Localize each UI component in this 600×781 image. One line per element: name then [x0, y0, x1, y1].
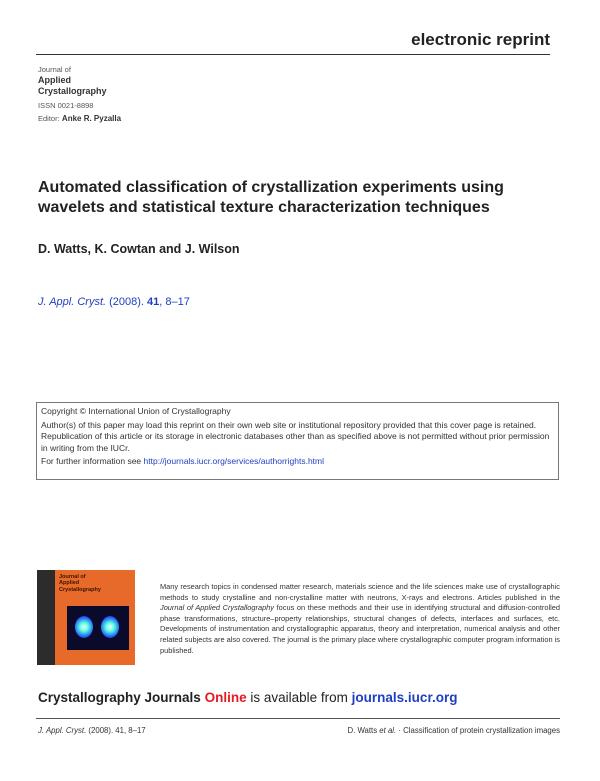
footer-etal: et al. [379, 726, 397, 735]
description-part2: focus on these methods and their use in identifying structural and diffusion-controlled phase transformations, structure–property relationships, structural changes of defects, interfaces and surfaces, etc. Developments of instrumentation and crystallographic apparatus, theory and interpretation, numerical analysis and other related subjects are also covered. The journal is the primary place where crystallographic computer program information is published. [160, 603, 560, 655]
citation-year: (2008). [109, 296, 144, 308]
description-journal-italic: Journal of Applied Crystallography [160, 603, 274, 613]
footer-journal: J. Appl. Cryst. [38, 726, 87, 735]
cover-diffraction-picture [67, 606, 129, 650]
editor-label: Editor: [38, 114, 60, 123]
diffraction-blob-left [75, 616, 93, 638]
citation-journal: J. Appl. Cryst. [38, 296, 107, 308]
journal-cover-image [37, 570, 135, 665]
diffraction-blob-right [101, 616, 119, 638]
journal-of-label: Journal of [38, 65, 71, 74]
further-info-label: For further information see [41, 456, 142, 467]
footer-volume-pages: (2008). 41, 8–17 [88, 726, 146, 735]
footer-author: D. Watts [347, 726, 378, 735]
journal-block [38, 64, 121, 124]
footer-short-title: · Classification of protein crystallization images [398, 726, 560, 735]
further-info-line [41, 456, 554, 468]
issn-text: ISSN 0021-8898 [38, 101, 94, 110]
cover-title [59, 574, 101, 593]
electronic-reprint-label: electronic reprint [411, 30, 550, 49]
article-citation[interactable] [38, 296, 190, 308]
header-rule [36, 54, 550, 55]
footer-rule [36, 718, 560, 719]
cover-line1: Journal of [59, 574, 86, 580]
copyright-box [36, 402, 559, 480]
article-title: Automated classification of crystallization experiments using wavelets and statistical texture characterization techniques [38, 179, 504, 216]
online-promo [38, 690, 457, 705]
journal-description [160, 582, 560, 656]
promo-middle: is available from [250, 690, 348, 705]
journal-name-line1: Applied [38, 75, 71, 85]
journal-name-line2: Crystallography [38, 86, 107, 96]
editor-name: Anke R. Pyzalla [61, 114, 122, 123]
cover-spine [37, 570, 55, 665]
footer-citation [38, 726, 146, 735]
copyright-permission: Author(s) of this paper may load this reprint on their own web site or institutional repository provided that this cover page is retained. Republication of this article or its storage in electronic databases other than as specified above is not permitted without prior permission in writing from the IUCr. [41, 419, 550, 453]
promo-prefix: Crystallography Journals [38, 690, 201, 705]
citation-volume: 41 [147, 296, 160, 308]
copyright-line: Copyright © International Union of Crystallography [41, 406, 231, 416]
cover-line3: Crystallography [59, 586, 101, 593]
cover-line2: Applied [59, 580, 80, 587]
footer-running-title [348, 726, 561, 735]
editor-line [38, 113, 121, 124]
description-part1: Many research topics in condensed matter research, materials science and the life sciences make use of crystallographic methods to study crystalline and non-crystalline matter with neutrons, X-rays and electrons. Articles published in the [160, 582, 560, 602]
citation-pages: , 8–17 [159, 296, 190, 308]
author-rights-link[interactable]: http://journals.iucr.org/services/authorrights.html [143, 456, 324, 467]
promo-online-word: Online [204, 690, 247, 705]
promo-site-link[interactable]: journals.iucr.org [351, 690, 458, 705]
article-authors: D. Watts, K. Cowtan and J. Wilson [38, 242, 240, 256]
